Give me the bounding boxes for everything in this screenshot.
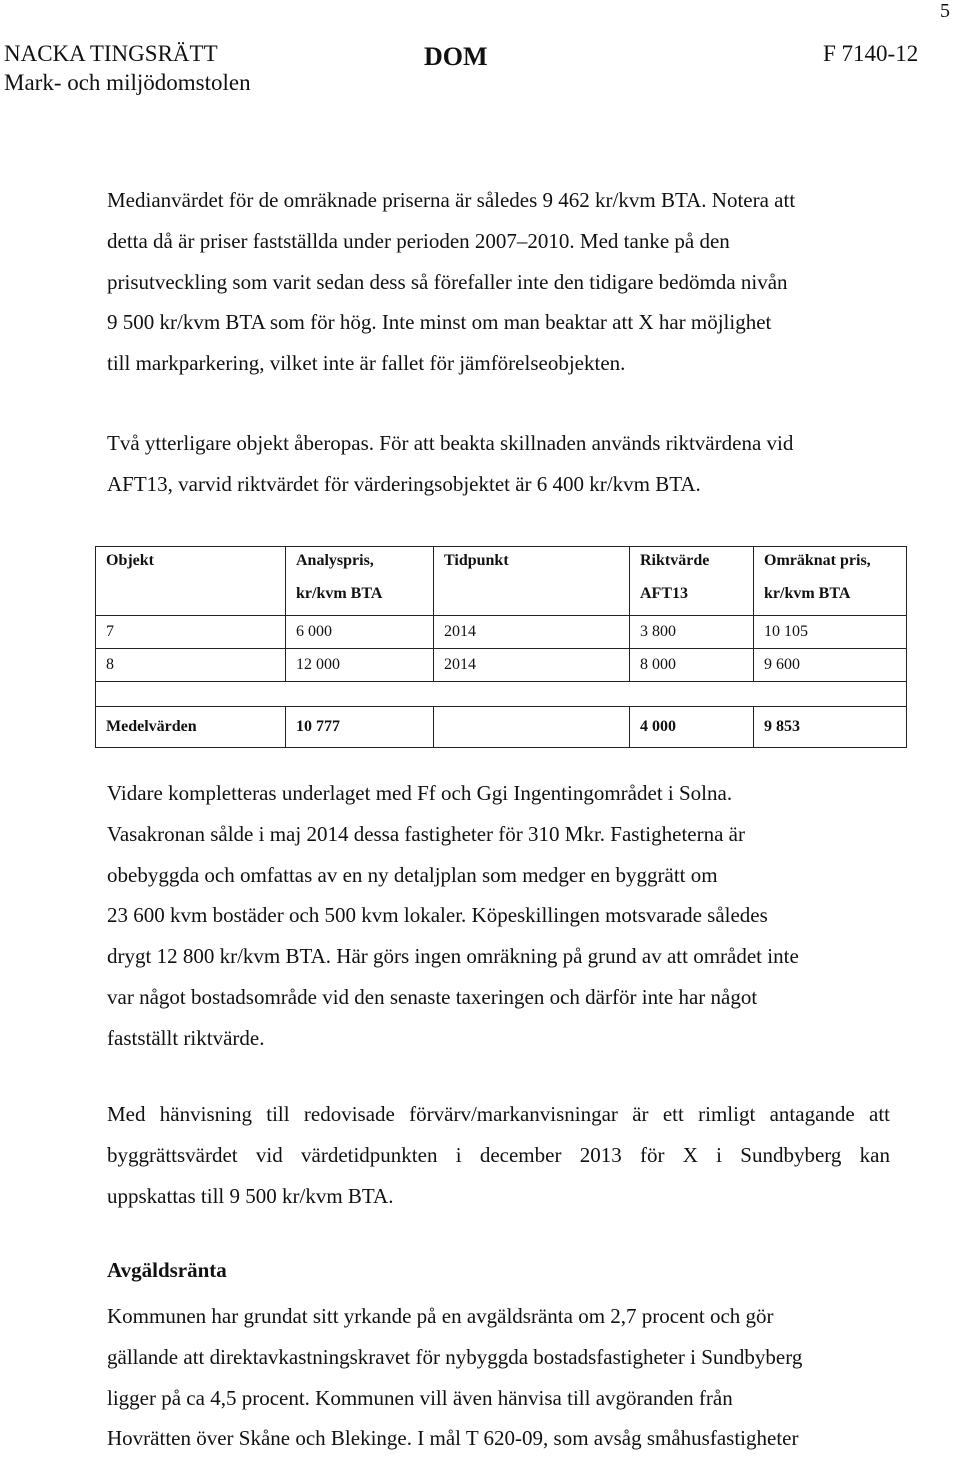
table-summary-row <box>96 707 907 748</box>
header-cell: Riktvärde <box>630 547 754 584</box>
text-line: Vasakronan sålde i maj 2014 dessa fastigheter för 310 Mkr. Fastigheterna är <box>107 821 745 846</box>
table-cell: 3 800 <box>630 616 754 649</box>
table-spacer-row <box>96 682 907 707</box>
summary-cell: 9 853 <box>754 707 907 748</box>
table-cell: 12 000 <box>286 649 434 682</box>
text-line: drygt 12 800 kr/kvm BTA. Här görs ingen omräkning på grund av att området inte <box>107 944 799 969</box>
table-row <box>96 616 907 649</box>
header-cell: kr/kvm BTA <box>754 583 907 616</box>
header-cell <box>434 583 630 616</box>
header-cell: Objekt <box>96 547 286 584</box>
text-line: Vidare kompletteras underlaget med Ff och Ggi Ingentingområdet i Solna. <box>107 781 733 805</box>
text-line: fastställt riktvärde. <box>107 1025 265 1050</box>
text-line: Medianvärdet för de omräknade priserna är således 9 462 kr/kvm BTA. Notera att <box>107 188 796 212</box>
paragraph-median-value <box>107 180 795 384</box>
table-row <box>96 649 907 682</box>
table-cell: 9 600 <box>754 649 907 682</box>
header-cell: Analyspris, <box>286 547 434 584</box>
text-line: Med hänvisning till redovisade förvärv/markanvisningar är ett rimligt antagande att <box>107 1102 890 1126</box>
table-cell: 8 <box>96 649 286 682</box>
text-line: till markparkering, vilket inte är fallet för jämförelseobjekten. <box>107 351 626 376</box>
text-line: 23 600 kvm bostäder och 500 kvm lokaler. Köpeskillingen motsvarade således <box>107 903 768 928</box>
summary-cell: Medelvärden <box>96 707 286 748</box>
text-line: gällande att direktavkastningskravet för nybyggda bostadsfastigheter i Sundbyberg <box>107 1344 803 1369</box>
table-cell: 7 <box>96 616 286 649</box>
table-header-row <box>96 583 907 616</box>
text-line: 9 500 kr/kvm BTA som för hög. Inte minst om man beaktar att X har möjlighet <box>107 310 772 335</box>
spacer-cell <box>630 682 754 707</box>
table-cell: 6 000 <box>286 616 434 649</box>
paragraph-ingenting-area <box>107 773 799 1059</box>
text-line: Två ytterligare objekt åberopas. För att beakta skillnaden används riktvärdena vid <box>107 431 794 455</box>
text-line: byggrättsvärdet vid värdetidpunkten i december 2013 för X i Sundbyberg kan <box>107 1142 890 1167</box>
text-line: Kommunen har grundat sitt yrkande på en avgäldsränta om 2,7 procent och gör <box>107 1304 774 1328</box>
table-header-row <box>96 547 907 584</box>
paragraph-ground-rent <box>107 1296 802 1459</box>
summary-cell: 10 777 <box>286 707 434 748</box>
text-line: Hovrätten över Skåne och Blekinge. I mål T 620-09, som avsåg småhusfastigheter <box>107 1426 799 1451</box>
spacer-cell <box>754 682 907 707</box>
case-number: F 7140-12 <box>823 41 919 66</box>
price-table <box>95 546 907 748</box>
court-name: NACKA TINGSRÄTT <box>4 41 218 66</box>
text-line: prisutveckling som varit sedan dess så förefaller inte den tidigare bedömda nivån <box>107 269 788 294</box>
document-type: DOM <box>424 42 488 71</box>
header-cell: kr/kvm BTA <box>286 583 434 616</box>
department-name: Mark- och miljödomstolen <box>4 70 251 95</box>
paragraph-additional-objects <box>107 423 793 505</box>
spacer-cell <box>286 682 434 707</box>
table-cell: 2014 <box>434 616 630 649</box>
header-cell: Omräknat pris, <box>754 547 907 584</box>
summary-cell <box>434 707 630 748</box>
text-line: var något bostadsområde vid den senaste taxeringen och därför inte har något <box>107 984 758 1009</box>
text-line: ligger på ca 4,5 procent. Kommunen vill även hänvisa till avgöranden från <box>107 1385 733 1410</box>
paragraph-conclusion <box>107 1094 890 1216</box>
table-cell: 8 000 <box>630 649 754 682</box>
summary-cell: 4 000 <box>630 707 754 748</box>
table-cell: 10 105 <box>754 616 907 649</box>
table-cell: 2014 <box>434 649 630 682</box>
text-line: obebyggda och omfattas av en ny detaljplan som medger en byggrätt om <box>107 862 718 887</box>
text-line: AFT13, varvid riktvärdet för värderingsobjektet är 6 400 kr/kvm BTA. <box>107 471 701 496</box>
text-line: uppskattas till 9 500 kr/kvm BTA. <box>107 1183 394 1208</box>
header-cell <box>96 583 286 616</box>
header-cell: AFT13 <box>630 583 754 616</box>
text-line: detta då är priser fastställda under perioden 2007–2010. Med tanke på den <box>107 228 730 253</box>
page-number: 5 <box>940 0 950 22</box>
spacer-cell <box>96 682 286 707</box>
spacer-cell <box>434 682 630 707</box>
header-cell: Tidpunkt <box>434 547 630 584</box>
section-heading: Avgäldsränta <box>107 1258 227 1282</box>
